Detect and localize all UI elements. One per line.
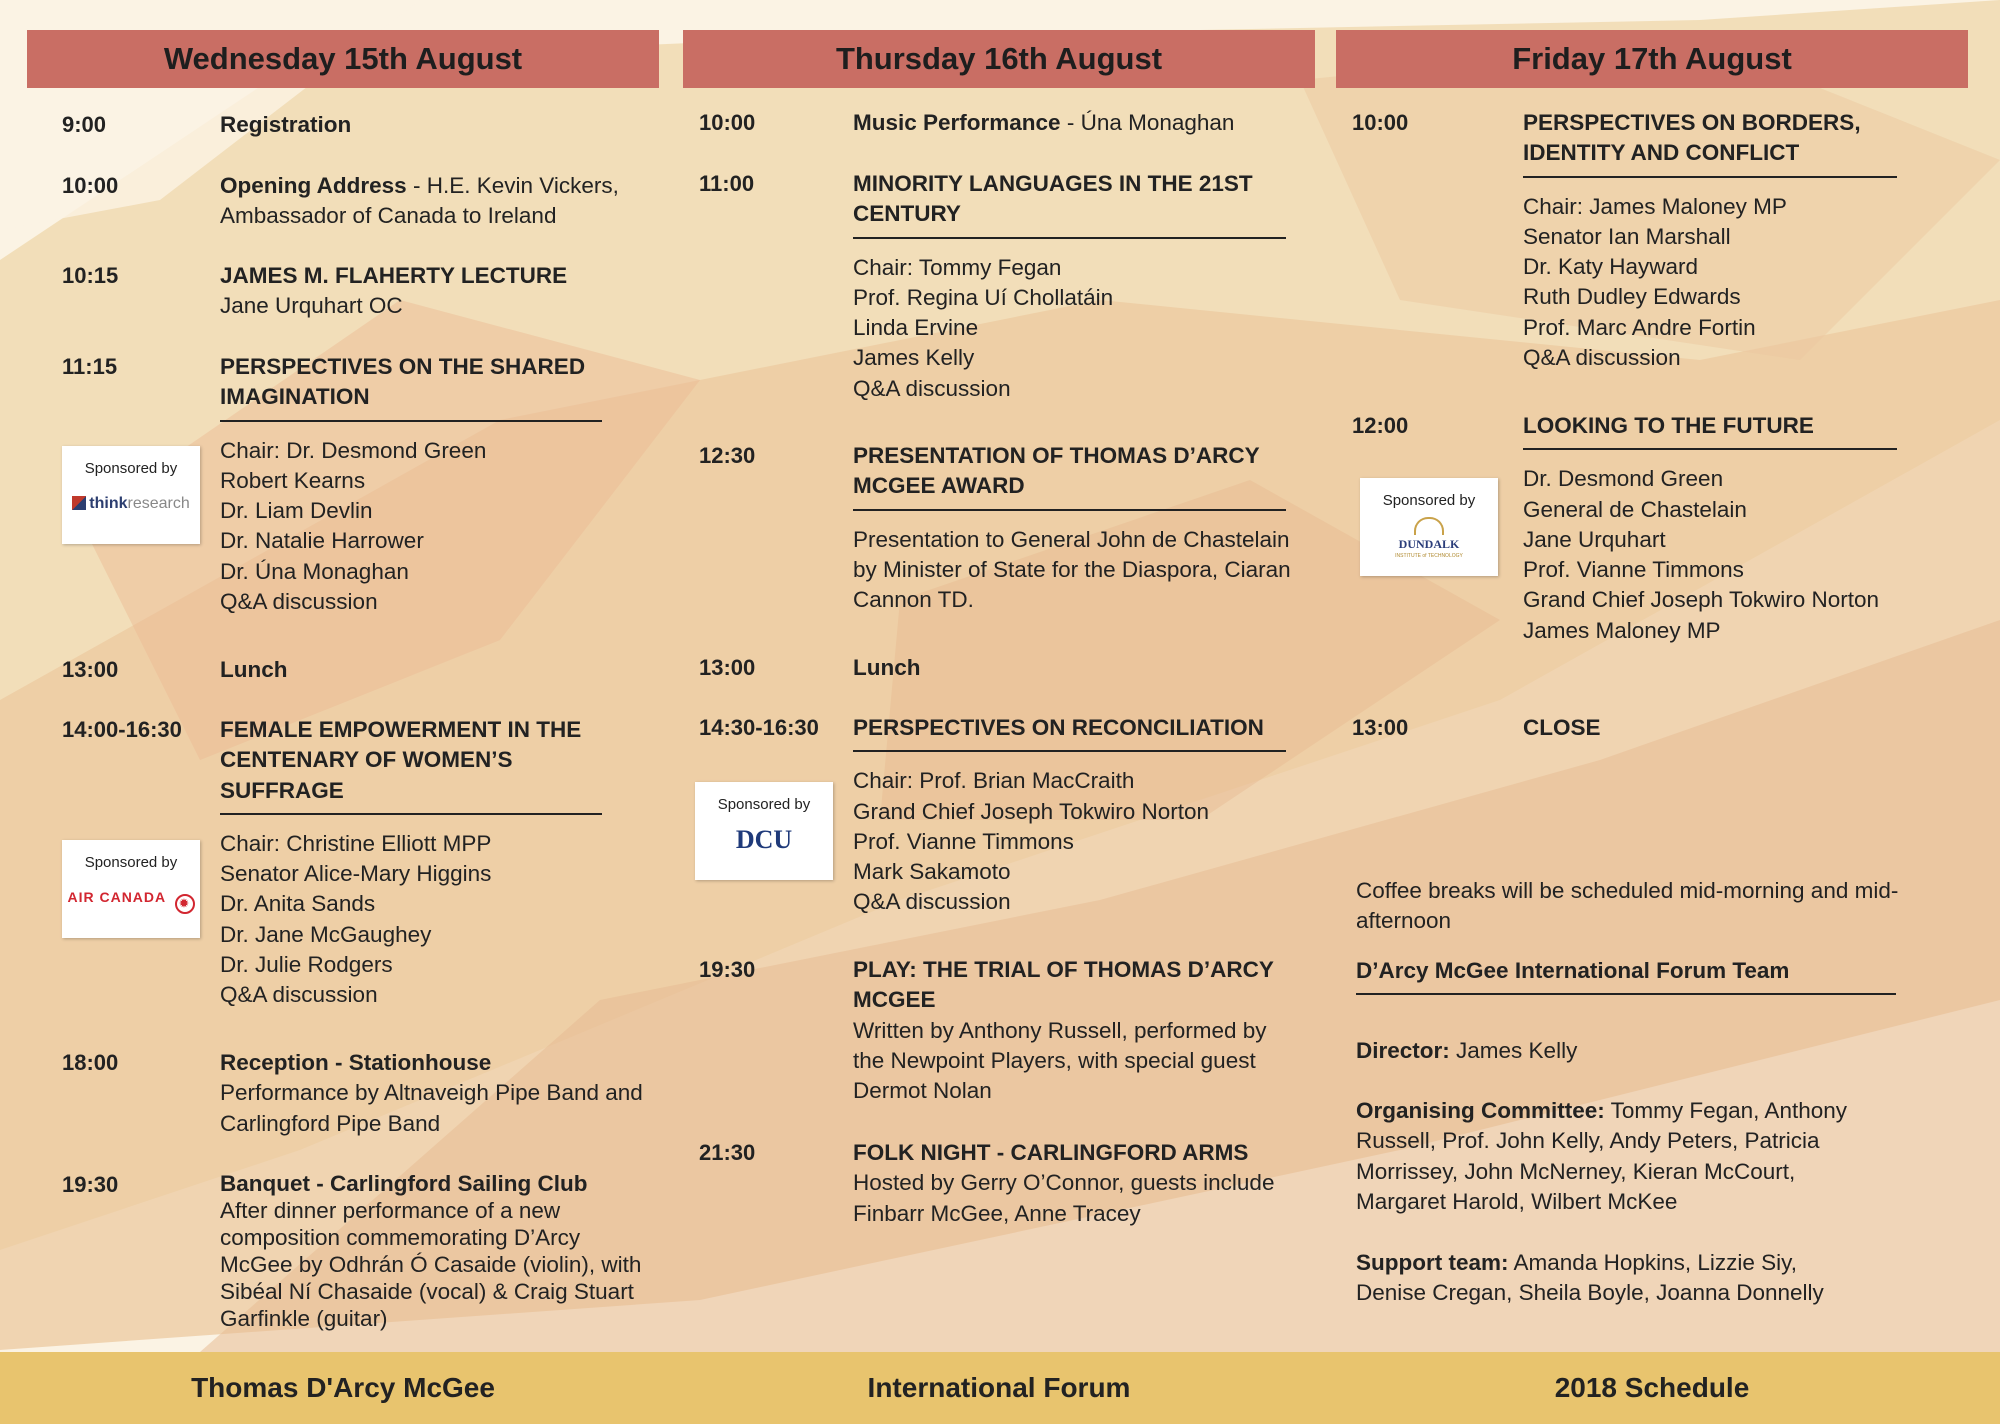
sponsor-badge-dcu: [695, 782, 833, 880]
sponsor-badge-dundalk: [1360, 478, 1498, 576]
speaker: Dr. Anita Sands: [220, 891, 376, 917]
session-title: JAMES M. FLAHERTY LECTURE: [220, 263, 568, 288]
committee-label: Organising Committee:: [1356, 1098, 1605, 1123]
time-label: 14:00-16:30: [62, 717, 182, 742]
time-label: 13:00: [699, 655, 756, 680]
footer-left: Thomas D'Arcy McGee: [191, 1372, 495, 1403]
committee-value: Tommy Fegan, Anthony Russell, Prof. John Kelly, Andy Peters, Patricia Morrissey, John McNerney, Kieran McCourt, Margaret Harold, Wilbert McKee: [1356, 1098, 1847, 1214]
speaker: Dr. Desmond Green: [1523, 466, 1724, 492]
session-title: CLOSE: [1523, 715, 1601, 740]
speaker: Chair: Christine Elliott MPP: [220, 830, 492, 856]
speaker: Q&A discussion: [220, 589, 378, 615]
session-title: FOLK NIGHT - CARLINGFORD ARMS: [853, 1140, 1249, 1165]
speaker: Q&A discussion: [1523, 345, 1681, 371]
speaker: Robert Kearns: [220, 467, 366, 493]
time-label: 10:00: [62, 173, 119, 198]
sponsor-logo-text: DUNDALK: [1398, 537, 1460, 551]
speaker: Senator Alice-Mary Higgins: [220, 861, 492, 887]
speaker: Chair: Dr. Desmond Green: [220, 437, 487, 463]
footer-bar: [0, 1352, 2000, 1424]
sponsor-logo-text: AIR CANADA: [67, 889, 166, 905]
session-title: Lunch: [853, 655, 921, 680]
time-label: 10:15: [62, 263, 119, 288]
sponsor-label: Sponsored by: [717, 796, 811, 813]
speaker: Chair: Prof. Brian MacCraith: [853, 768, 1135, 794]
speaker: Dr. Katy Hayward: [1523, 254, 1699, 280]
day-column-wednesday: [27, 30, 659, 1331]
speaker: Chair: Tommy Fegan: [853, 254, 1062, 280]
footer-right: 2018 Schedule: [1554, 1372, 1750, 1403]
session-detail: Performance by Altnaveigh Pipe Band and Carlingford Pipe Band: [220, 1080, 643, 1136]
dundalk-crest-icon: [1414, 517, 1444, 535]
speaker: Senator Ian Marshall: [1523, 223, 1731, 249]
speaker: Dr. Úna Monaghan: [220, 558, 409, 584]
sponsor-logo-text: research: [127, 495, 190, 512]
time-label: 18:00: [62, 1050, 119, 1075]
director-label: Director:: [1356, 1038, 1450, 1063]
coffee-note: Coffee breaks will be scheduled mid-morning and mid-afternoon: [1356, 878, 1899, 934]
session-detail: Jane Urquhart OC: [220, 293, 403, 319]
session-title: LOOKING TO THE FUTURE: [1523, 411, 1897, 450]
support-block: [1356, 1248, 1856, 1309]
speaker: Prof. Vianne Timmons: [1523, 557, 1744, 583]
session-title: Music Performance: [853, 110, 1061, 135]
session-title: PLAY: THE TRIAL OF THOMAS D’ARCY MCGEE: [853, 957, 1274, 1013]
time-label: 21:30: [699, 1140, 756, 1165]
footer-center: International Forum: [867, 1372, 1131, 1403]
maple-leaf-icon: ✹: [175, 894, 195, 914]
speaker: Chair: James Maloney MP: [1523, 193, 1787, 219]
speaker: Dr. Natalie Harrower: [220, 528, 424, 554]
session-title: PERSPECTIVES ON BORDERS, IDENTITY AND CONFLICT: [1523, 108, 1897, 178]
speaker: Prof. Regina Uí Chollatáin: [853, 284, 1114, 310]
committee-block: [1356, 1096, 1856, 1217]
sponsor-badge-thinkresearch: [62, 446, 200, 544]
team-heading: D’Arcy McGee International Forum Team: [1356, 956, 1896, 995]
sponsor-label: Sponsored by: [1382, 492, 1476, 509]
time-label: 13:00: [62, 657, 119, 682]
sponsor-logo-subtext: INSTITUTE of TECHNOLOGY: [1395, 553, 1463, 559]
session-detail: Hosted by Gerry O’Connor, guests include Finbarr McGee, Anne Tracey: [853, 1170, 1275, 1226]
sponsor-label: Sponsored by: [84, 460, 178, 477]
time-label: 14:30-16:30: [699, 715, 819, 740]
speaker: Dr. Liam Devlin: [220, 498, 373, 524]
support-value: Amanda Hopkins, Lizzie Siy, Denise Cregan, Sheila Boyle, Joanna Donnelly: [1356, 1250, 1824, 1306]
session-detail: - H.E. Kevin Vickers, Ambassador of Canada to Ireland: [220, 173, 619, 229]
speaker: Prof. Vianne Timmons: [853, 828, 1074, 854]
session-title: Lunch: [220, 657, 288, 682]
time-label: 19:30: [62, 1172, 119, 1197]
speaker: James Kelly: [853, 345, 975, 371]
session-title: Opening Address: [220, 173, 407, 198]
speaker: Dr. Julie Rodgers: [220, 952, 393, 978]
director-line: [1356, 1036, 1916, 1066]
speaker: Grand Chief Joseph Tokwiro Norton: [1523, 587, 1880, 613]
speaker: Jane Urquhart: [1523, 526, 1666, 552]
time-label: 11:00: [699, 171, 755, 196]
time-label: 12:30: [699, 443, 756, 468]
time-label: 12:00: [1352, 413, 1409, 438]
sponsor-label: Sponsored by: [84, 854, 178, 871]
day-header: Wednesday 15th August: [27, 30, 659, 88]
day-header: Thursday 16th August: [683, 30, 1315, 88]
sponsor-logo-text: DCU: [735, 825, 793, 854]
speaker: Ruth Dudley Edwards: [1523, 284, 1741, 310]
speaker: Mark Sakamoto: [853, 859, 1011, 885]
session-title: PERSPECTIVES ON THE SHARED IMAGINATION: [220, 352, 602, 422]
session-title: Registration: [220, 112, 352, 137]
speaker: Prof. Marc Andre Fortin: [1523, 314, 1756, 340]
session-detail: Written by Anthony Russell, performed by the Newpoint Players, with special guest Dermot Nolan: [853, 1017, 1267, 1104]
speaker: Q&A discussion: [853, 889, 1011, 915]
time-label: 9:00: [62, 112, 107, 137]
support-label: Support team:: [1356, 1250, 1509, 1275]
session-title: Banquet - Carlingford Sailing Club: [220, 1171, 588, 1196]
session-detail: - Úna Monaghan: [1060, 110, 1235, 135]
speaker: James Maloney MP: [1523, 617, 1721, 643]
session-title: PRESENTATION OF THOMAS D’ARCY MCGEE AWARD: [853, 441, 1286, 511]
session-detail: After dinner performance of a new composition commemorating D’Arcy McGee by Odhrán Ó Casaide (violin), with Sibéal Ní Chasaide (vocal) & Craig Stuart Garfinkle (guitar): [220, 1198, 642, 1331]
speaker: Linda Ervine: [853, 315, 979, 341]
speaker: Grand Chief Joseph Tokwiro Norton: [853, 798, 1210, 824]
speaker: Q&A discussion: [220, 982, 378, 1008]
day-column-friday: [1336, 30, 1968, 1306]
time-label: 10:00: [699, 110, 756, 135]
session-title: PERSPECTIVES ON RECONCILIATION: [853, 713, 1286, 752]
session-title: FEMALE EMPOWERMENT IN THE CENTENARY OF WOMEN’S SUFFRAGE: [220, 715, 602, 815]
sponsor-logo-text: think: [89, 495, 128, 512]
speaker: Q&A discussion: [853, 375, 1011, 401]
session-detail: Presentation to General John de Chastelain by Minister of State for the Diaspora, Ciaran Cannon TD.: [853, 526, 1291, 613]
thinkresearch-logo-icon: [72, 496, 86, 510]
time-label: 19:30: [699, 957, 756, 982]
time-label: 11:15: [62, 354, 118, 379]
time-label: 10:00: [1352, 110, 1409, 135]
speaker: General de Chastelain: [1523, 496, 1747, 522]
director-value: James Kelly: [1449, 1038, 1578, 1063]
sponsor-badge-aircanada: [62, 840, 200, 938]
session-title: MINORITY LANGUAGES IN THE 21ST CENTURY: [853, 169, 1286, 239]
time-label: 13:00: [1352, 715, 1409, 740]
session-title: Reception - Stationhouse: [220, 1050, 492, 1075]
day-header: Friday 17th August: [1336, 30, 1968, 88]
team-heading-block: [1356, 956, 1896, 1009]
day-column-thursday: [683, 30, 1315, 1226]
speaker: Dr. Jane McGaughey: [220, 921, 432, 947]
